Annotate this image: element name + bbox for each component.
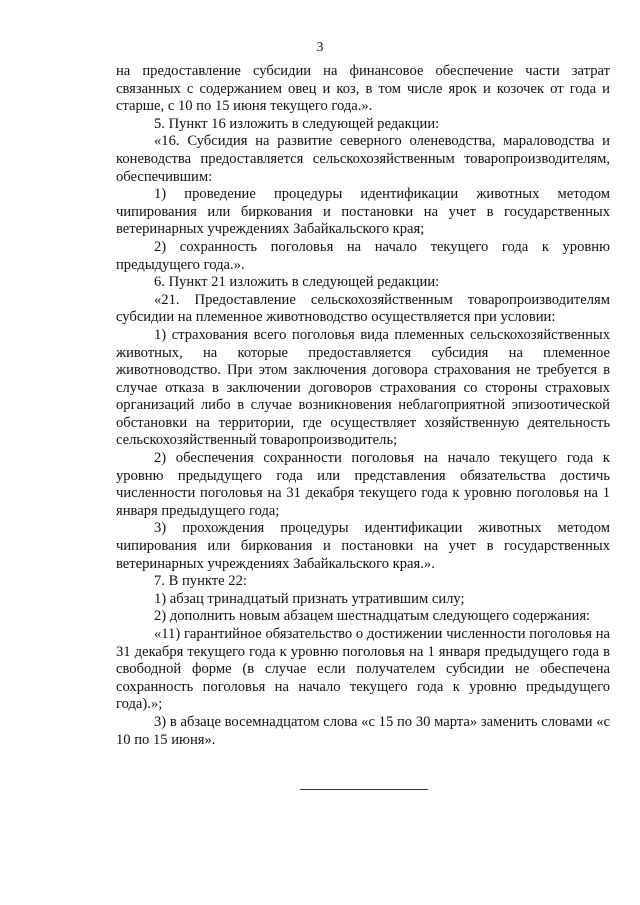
paragraph-item-7-sub-3: 3) в абзаце восемнадцатом слова «с 15 по 30 марта» заменить словами «с 10 по 15 июня».	[116, 713, 610, 748]
paragraph-item-5: 5. Пункт 16 изложить в следующей редакции:	[154, 115, 440, 132]
paragraph-clause-21-condition-1: 1) страхования всего поголовья вида племенных сельскохозяйственных животных, на которые предоставляется субсидия на племенное животноводство. При этом заключения договора страхования не требуется в случае отказа в заключении договоров страхования со стороны страховых организаций либо в случае возникновения неблагоприятной эпизоотической обстановки на территории, где осуществляет хозяйственную деятельность сельскохозяйственный товаропроизводитель;	[116, 326, 610, 449]
paragraph-clause-21-condition-3: 3) прохождения процедуры идентификации животных методом чипирования или биркования и постановки на учет в государственных ветеринарных учреждениях Забайкальского края.».	[116, 520, 610, 572]
paragraph-new-subclause-11: «11) гарантийное обязательство о достижении численности поголовья на 31 декабря текущего года к уровню поголовья на 1 января предыдущего года в свободной форме (в случае если получателем субсидии не обеспечена сохранность поголовья на начало текущего года к уровню предыдущего года).»;	[116, 626, 610, 713]
paragraph-clause-16-condition-1: 1) проведение процедуры идентификации животных методом чипирования или биркования и постановки на учет в государственных ветеринарных учреждениях Забайкальского края;	[116, 186, 610, 238]
paragraph-continuation: на предоставление субсидии на финансовое обеспечение части затрат связанных с содержанием овец и коз, в том числе ярок и козочек от года и старше, с 10 по 15 июня текущего года.».	[116, 63, 610, 115]
document-body	[116, 63, 610, 749]
paragraph-clause-16-condition-2: 2) сохранность поголовья на начало текущего года к уровню предыдущего года.».	[116, 238, 610, 273]
paragraph-item-7-sub-1: 1) абзац тринадцатый признать утратившим силу;	[154, 590, 465, 607]
paragraph-clause-16: «16. Субсидия на развитие северного оленеводства, мараловодства и коневодства предоставляется сельскохозяйственным товаропроизводителям, обеспечившим:	[116, 133, 610, 185]
paragraph-item-7: 7. В пункте 22:	[154, 573, 247, 590]
paragraph-item-6: 6. Пункт 21 изложить в следующей редакции:	[154, 274, 440, 291]
paragraph-clause-21: «21. Предоставление сельскохозяйственным товаропроизводителям субсидии на племенное животноводство осуществляется при условии:	[116, 291, 610, 326]
paragraph-item-7-sub-2: 2) дополнить новым абзацем шестнадцатым следующего содержания:	[154, 608, 591, 625]
end-of-document-rule	[300, 789, 428, 790]
paragraph-clause-21-condition-2: 2) обеспечения сохранности поголовья на начало текущего года к уровню предыдущего года или представления обязательства достичь численности поголовья на 31 декабря текущего года к уровню поголовья на 1 января предыдущего года;	[116, 450, 610, 519]
page-number: 3	[316, 40, 324, 55]
